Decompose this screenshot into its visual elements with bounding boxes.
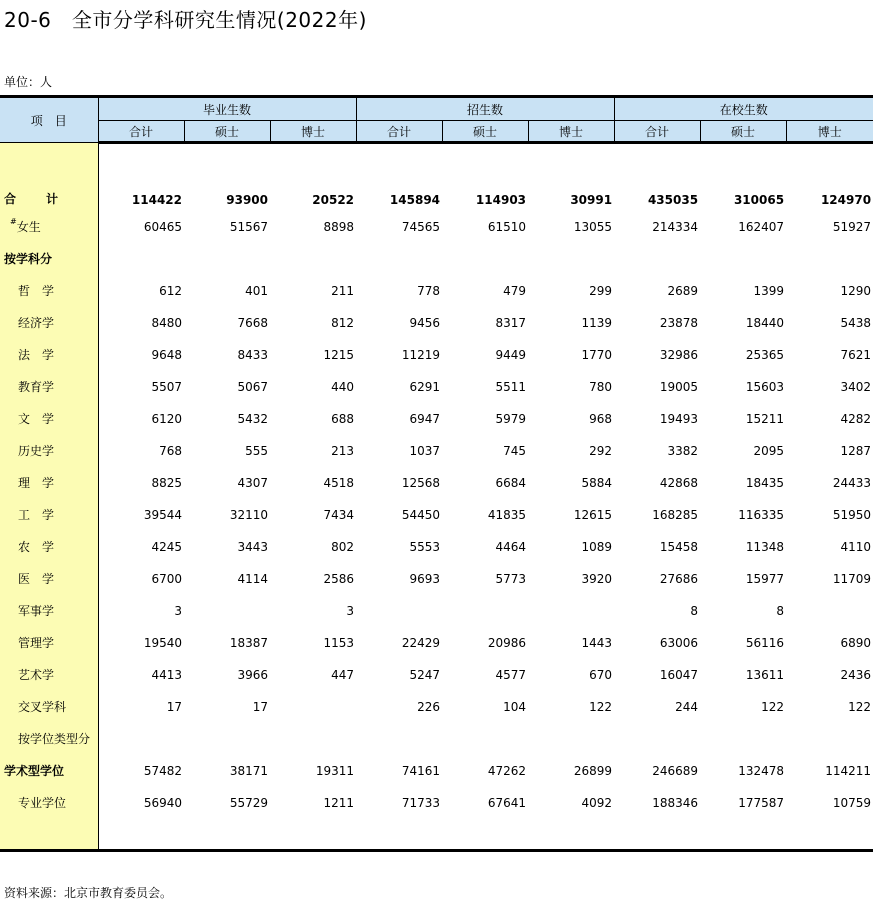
table-cell: 5432 xyxy=(237,411,268,426)
row-label-text: 军事学 xyxy=(18,604,55,618)
table-cell: 3 xyxy=(174,603,182,618)
unit-note: 单位：人 xyxy=(4,75,53,89)
table-cell: 2095 xyxy=(753,443,785,458)
item-header: 项目 xyxy=(0,97,98,143)
row-label-text: 交叉学科 xyxy=(18,700,67,714)
table-cell xyxy=(442,243,528,275)
table-cell: 6120 xyxy=(151,411,182,426)
table-cell: 15977 xyxy=(745,571,785,586)
row-label xyxy=(0,563,98,595)
header-row-groups xyxy=(0,97,873,121)
table-cell: 122 xyxy=(589,699,613,714)
table-cell: 1443 xyxy=(581,635,613,650)
row-label-text: 学术型学位 xyxy=(4,764,65,778)
table-cell: 56940 xyxy=(143,795,182,810)
table-cell: 310065 xyxy=(733,192,785,207)
row-label-text: 历史学 xyxy=(18,444,55,458)
table-cell: 3382 xyxy=(667,443,699,458)
table-cell xyxy=(528,723,614,755)
subheader: 博士 xyxy=(786,121,873,143)
row-label-text: 农 学 xyxy=(18,540,55,554)
table-cell xyxy=(270,691,356,723)
table-cell: 9456 xyxy=(409,315,441,330)
table-cell: 1139 xyxy=(581,315,613,330)
table-cell: 17 xyxy=(252,699,268,714)
table-cell: 162407 xyxy=(738,219,785,234)
table-cell xyxy=(442,595,528,627)
table-cell xyxy=(442,723,528,755)
table-row xyxy=(0,755,873,787)
table-cell: 246689 xyxy=(652,763,699,778)
table-cell: 17 xyxy=(166,699,182,714)
spacer-row xyxy=(0,143,873,171)
table-row xyxy=(0,371,873,403)
table-cell: 74161 xyxy=(401,763,441,778)
table-cell: 22429 xyxy=(401,635,441,650)
subheader: 合计 xyxy=(356,121,442,143)
row-label-text: 法 学 xyxy=(18,348,55,362)
table-cell: 60465 xyxy=(143,219,182,234)
table-cell: 42868 xyxy=(659,475,699,490)
table-cell: 8898 xyxy=(323,219,355,234)
table-cell: 4245 xyxy=(151,539,182,554)
table-cell: 5438 xyxy=(840,315,872,330)
table-row xyxy=(0,563,873,595)
table-cell: 612 xyxy=(159,283,182,298)
row-label-text: 教育学 xyxy=(18,380,55,394)
subheader: 合计 xyxy=(614,121,700,143)
table-cell: 555 xyxy=(245,443,268,458)
table-cell xyxy=(614,243,700,275)
table-cell: 7668 xyxy=(237,315,268,330)
table-cell: 213 xyxy=(331,443,355,458)
table-cell: 3966 xyxy=(237,667,268,682)
row-label xyxy=(0,171,98,211)
group-header-enrollment: 招生数 xyxy=(356,97,614,121)
table-cell: 19311 xyxy=(315,763,355,778)
table-cell: 6291 xyxy=(409,379,441,394)
table-cell: 401 xyxy=(245,283,268,298)
table-cell: 104 xyxy=(503,699,527,714)
row-label-text: 按学科分 xyxy=(4,252,53,266)
table-cell: 8 xyxy=(690,603,699,618)
table-cell: 54450 xyxy=(401,507,441,522)
table-row xyxy=(0,627,873,659)
table-cell: 211 xyxy=(331,283,355,298)
table-cell xyxy=(98,243,184,275)
table-cell xyxy=(700,243,786,275)
table-cell: 51567 xyxy=(229,219,268,234)
table-cell: 1770 xyxy=(581,347,613,362)
table-cell xyxy=(528,243,614,275)
table-cell: 968 xyxy=(589,411,613,426)
table-cell: 13055 xyxy=(573,219,613,234)
table-cell: 8433 xyxy=(237,347,268,362)
table-cell: 244 xyxy=(675,699,699,714)
table-cell: 74565 xyxy=(401,219,441,234)
table-cell: 440 xyxy=(331,379,355,394)
table-cell: 3443 xyxy=(237,539,268,554)
table-cell: 56116 xyxy=(745,635,785,650)
table-cell: 670 xyxy=(589,667,613,682)
header-row-subheaders xyxy=(0,121,873,143)
table-cell: 3402 xyxy=(840,379,872,394)
table-cell: 122 xyxy=(761,699,785,714)
table-cell: 11219 xyxy=(401,347,441,362)
end-padding-row xyxy=(0,819,873,851)
table-cell: 8825 xyxy=(151,475,182,490)
table-cell: 39544 xyxy=(143,507,182,522)
table-cell: 19540 xyxy=(143,635,182,650)
row-label xyxy=(0,403,98,435)
subheader: 硕士 xyxy=(700,121,786,143)
table-cell: 24433 xyxy=(832,475,872,490)
table-cell: 1287 xyxy=(840,443,872,458)
subheader: 硕士 xyxy=(442,121,528,143)
source-note: 资料来源：北京市教育委员会。 xyxy=(4,886,173,900)
table-cell: 4110 xyxy=(840,539,872,554)
row-label xyxy=(0,435,98,467)
table-cell: 12615 xyxy=(573,507,613,522)
table-cell: 802 xyxy=(331,539,355,554)
table-cell: 4307 xyxy=(237,475,268,490)
table-cell: 4518 xyxy=(323,475,355,490)
table-cell: 1037 xyxy=(409,443,441,458)
table-cell: 20986 xyxy=(487,635,527,650)
table-row xyxy=(0,787,873,819)
table-cell: 18440 xyxy=(745,315,785,330)
subheader: 博士 xyxy=(270,121,356,143)
table-cell xyxy=(786,243,873,275)
row-label xyxy=(0,339,98,371)
page-title: 20-6 全市分学科研究生情况(2022年) xyxy=(4,8,367,32)
table-cell: 8480 xyxy=(151,315,182,330)
table-cell: 6890 xyxy=(840,635,872,650)
table-cell: 4577 xyxy=(495,667,527,682)
table-cell: 47262 xyxy=(487,763,527,778)
table-cell: 6684 xyxy=(495,475,527,490)
table-cell: 114903 xyxy=(475,192,527,207)
table-cell: 114211 xyxy=(825,763,872,778)
table-cell: 5979 xyxy=(495,411,527,426)
table-cell: 768 xyxy=(159,443,182,458)
table-cell: 7621 xyxy=(840,347,872,362)
row-label xyxy=(0,723,98,755)
table-cell xyxy=(700,723,786,755)
table-cell: 778 xyxy=(417,283,441,298)
table-cell: 116335 xyxy=(738,507,785,522)
row-label-text: 工 学 xyxy=(18,508,55,522)
table-cell: 168285 xyxy=(652,507,699,522)
table-cell: 20522 xyxy=(312,192,355,207)
table-cell: 12568 xyxy=(401,475,441,490)
row-label xyxy=(0,691,98,723)
table-cell: 19493 xyxy=(659,411,699,426)
table-cell: 32110 xyxy=(229,507,268,522)
row-label xyxy=(0,275,98,307)
table-cell: 6947 xyxy=(409,411,441,426)
table-cell: 2586 xyxy=(323,571,355,586)
table-cell: 18435 xyxy=(745,475,785,490)
table-cell: 5553 xyxy=(409,539,441,554)
table-cell: 226 xyxy=(417,699,441,714)
table-cell xyxy=(786,723,873,755)
table-row xyxy=(0,211,873,243)
table-cell: 5773 xyxy=(495,571,527,586)
table-cell: 71733 xyxy=(401,795,441,810)
table-cell: 57482 xyxy=(143,763,182,778)
table-cell: 13611 xyxy=(745,667,785,682)
row-prefix-mark: # xyxy=(10,217,17,226)
table-cell: 27686 xyxy=(659,571,699,586)
table-row xyxy=(0,723,873,755)
row-label-text: 艺术学 xyxy=(18,668,55,682)
table-cell xyxy=(184,595,270,627)
table-cell xyxy=(528,595,614,627)
table-cell: 15603 xyxy=(745,379,785,394)
row-label-text: 医 学 xyxy=(18,572,55,586)
table-cell: 177587 xyxy=(738,795,785,810)
row-label xyxy=(0,243,98,275)
table-cell: 38171 xyxy=(229,763,268,778)
table-cell: 479 xyxy=(503,283,527,298)
table-row xyxy=(0,307,873,339)
table-cell: 114422 xyxy=(131,192,182,207)
subheader: 博士 xyxy=(528,121,614,143)
table-cell xyxy=(270,243,356,275)
table-cell: 124970 xyxy=(820,192,872,207)
table-cell: 55729 xyxy=(229,795,268,810)
table-cell: 5511 xyxy=(495,379,527,394)
row-label-text: 专业学位 xyxy=(18,796,67,810)
table-cell: 67641 xyxy=(487,795,527,810)
row-label xyxy=(0,211,98,243)
table-cell: 41835 xyxy=(487,507,527,522)
statistics-table xyxy=(0,95,873,852)
table-cell: 16047 xyxy=(659,667,699,682)
table-row xyxy=(0,531,873,563)
row-label-text: 女生 xyxy=(16,220,41,234)
row-label xyxy=(0,659,98,691)
row-label xyxy=(0,307,98,339)
table-cell xyxy=(356,595,442,627)
table-cell: 812 xyxy=(331,315,355,330)
table-cell: 6700 xyxy=(151,571,182,586)
table-cell: 780 xyxy=(589,379,613,394)
table-cell: 61510 xyxy=(487,219,527,234)
table-cell: 1290 xyxy=(840,283,872,298)
table-cell xyxy=(614,723,700,755)
table-cell: 214334 xyxy=(652,219,699,234)
row-label xyxy=(0,595,98,627)
table-row xyxy=(0,339,873,371)
table-cell: 688 xyxy=(331,411,355,426)
table-cell: 15211 xyxy=(745,411,785,426)
table-cell: 3920 xyxy=(581,571,613,586)
table-cell: 435035 xyxy=(647,192,699,207)
table-cell: 9648 xyxy=(151,347,182,362)
table-cell xyxy=(786,595,873,627)
table-row xyxy=(0,595,873,627)
table-cell: 299 xyxy=(589,283,613,298)
table-cell: 2436 xyxy=(840,667,872,682)
subheader: 合计 xyxy=(98,121,184,143)
table-row xyxy=(0,403,873,435)
table-cell: 9693 xyxy=(409,571,441,586)
table-cell: 4464 xyxy=(495,539,527,554)
table-cell: 51927 xyxy=(832,219,872,234)
table-cell: 145894 xyxy=(389,192,441,207)
table-row xyxy=(0,499,873,531)
row-label-text: 合计 xyxy=(4,191,89,206)
table-cell: 93900 xyxy=(226,192,268,207)
table-cell: 15458 xyxy=(659,539,699,554)
row-label xyxy=(0,531,98,563)
table-cell: 26899 xyxy=(573,763,613,778)
row-label-text: 按学位类型分 xyxy=(18,732,91,746)
table-row xyxy=(0,435,873,467)
table-cell xyxy=(270,723,356,755)
table-cell: 5507 xyxy=(151,379,182,394)
table-cell: 2689 xyxy=(667,283,699,298)
table-row xyxy=(0,275,873,307)
table-row xyxy=(0,171,873,211)
table-cell xyxy=(184,723,270,755)
table-cell: 447 xyxy=(331,667,355,682)
table-cell: 8 xyxy=(776,603,785,618)
table-row xyxy=(0,243,873,275)
table-cell: 1399 xyxy=(753,283,785,298)
table-cell xyxy=(356,723,442,755)
table-cell: 4413 xyxy=(151,667,182,682)
table-cell: 188346 xyxy=(652,795,699,810)
table-row xyxy=(0,691,873,723)
table-cell: 1215 xyxy=(323,347,355,362)
table-cell: 122 xyxy=(848,699,872,714)
table-cell: 63006 xyxy=(659,635,699,650)
row-label-text: 哲 学 xyxy=(18,284,55,298)
table-cell: 18387 xyxy=(229,635,268,650)
row-label-text: 管理学 xyxy=(18,636,55,650)
table-body xyxy=(0,143,873,851)
row-label xyxy=(0,467,98,499)
row-label xyxy=(0,499,98,531)
table-cell: 32986 xyxy=(659,347,699,362)
table-cell: 4114 xyxy=(237,571,268,586)
row-label-text: 理 学 xyxy=(18,476,55,490)
table-cell xyxy=(356,243,442,275)
table-cell: 3 xyxy=(346,603,355,618)
group-header-graduates: 毕业生数 xyxy=(98,97,356,121)
row-label xyxy=(0,787,98,819)
row-label xyxy=(0,627,98,659)
subheader: 硕士 xyxy=(184,121,270,143)
table-cell: 1211 xyxy=(323,795,355,810)
table-cell xyxy=(184,243,270,275)
table-cell: 5067 xyxy=(237,379,268,394)
table-row xyxy=(0,467,873,499)
table-cell: 745 xyxy=(503,443,527,458)
table-row xyxy=(0,659,873,691)
table-cell: 1153 xyxy=(323,635,355,650)
table-cell: 11348 xyxy=(745,539,785,554)
table-cell: 1089 xyxy=(581,539,613,554)
row-label xyxy=(0,371,98,403)
table-cell: 25365 xyxy=(745,347,785,362)
table-cell: 5884 xyxy=(581,475,613,490)
table-cell: 30991 xyxy=(570,192,613,207)
table-cell: 11709 xyxy=(832,571,872,586)
row-label xyxy=(0,755,98,787)
table-cell: 8317 xyxy=(495,315,527,330)
table-cell: 51950 xyxy=(832,507,872,522)
table-cell: 292 xyxy=(589,443,613,458)
table-cell: 5247 xyxy=(409,667,441,682)
table-cell: 4282 xyxy=(840,411,872,426)
table-cell: 23878 xyxy=(659,315,699,330)
table-cell: 4092 xyxy=(581,795,613,810)
group-header-in-school: 在校生数 xyxy=(614,97,873,121)
row-label-text: 经济学 xyxy=(18,316,55,330)
table-cell: 19005 xyxy=(659,379,699,394)
table-cell xyxy=(98,723,184,755)
table-cell: 9449 xyxy=(495,347,527,362)
table-cell: 7434 xyxy=(323,507,355,522)
table-cell: 10759 xyxy=(832,795,872,810)
table-cell: 132478 xyxy=(738,763,785,778)
row-label-text: 文 学 xyxy=(18,412,55,426)
